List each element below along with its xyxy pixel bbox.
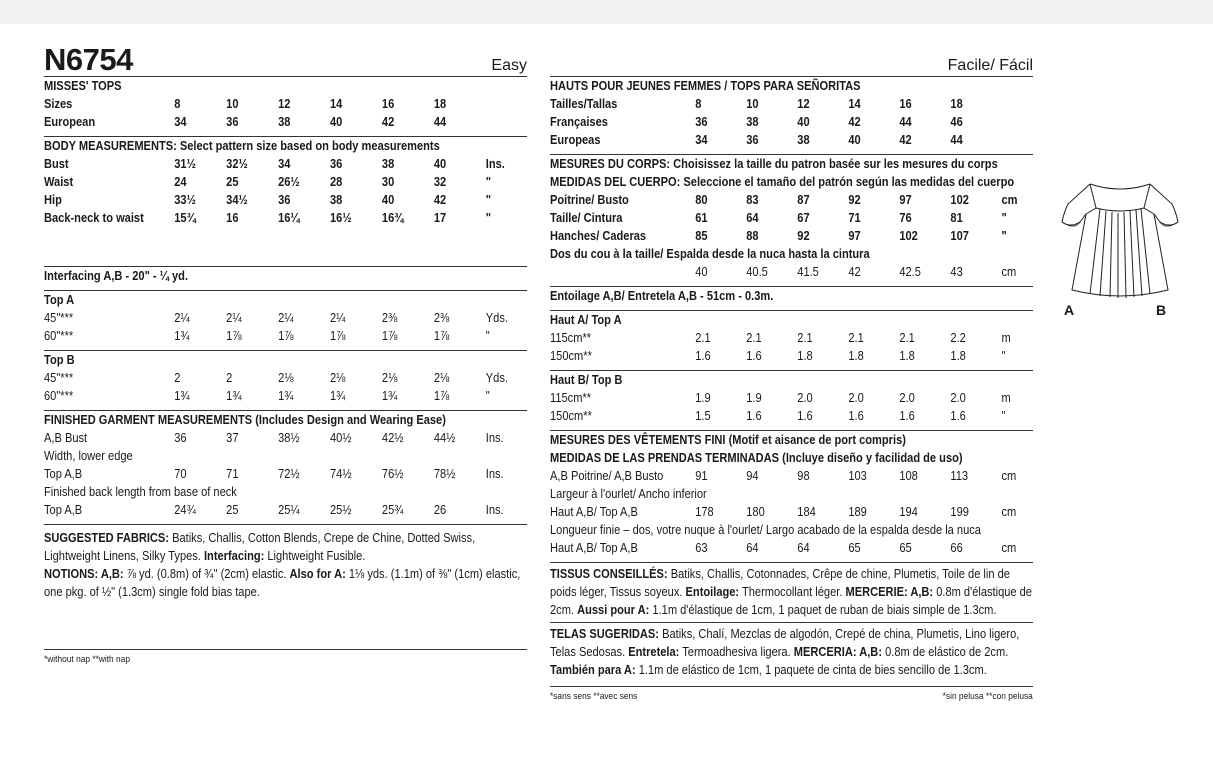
size-cell: 44 (950, 133, 963, 147)
difficulty-level: Easy (491, 57, 527, 74)
row-label: European (44, 115, 96, 129)
unit-cell: " (1001, 229, 1007, 243)
unit-cell: Yds. (485, 371, 508, 385)
interfacing-section (44, 267, 527, 291)
size-cell: 38 (746, 115, 759, 129)
size-cell: 40 (330, 115, 343, 129)
sizes-row (44, 97, 527, 115)
unit-cell: cm (1001, 541, 1017, 555)
width-label: Width, lower edge (44, 449, 133, 463)
row-label: Europeas (550, 133, 601, 147)
finished-measurements-section (44, 411, 527, 525)
interfacing-line: Interfacing A,B - 20" - ¼ yd. (44, 269, 189, 283)
size-cell: 2⅜ (433, 311, 450, 325)
size-cell: 33½ (174, 193, 196, 207)
size-cell: 1.6 (950, 409, 966, 423)
size-cell: 2⅛ (381, 371, 398, 385)
finished-measurements-section-fr (550, 431, 1033, 563)
size-cell: 2.0 (848, 391, 864, 405)
size-cell: 88 (746, 229, 759, 243)
size-cell: 40 (797, 115, 810, 129)
size-cell: 1.8 (797, 349, 813, 363)
finished-length-row (550, 541, 1033, 559)
topB-rows (44, 371, 527, 407)
size-cell: 1⅞ (433, 329, 450, 343)
size-cell: 184 (797, 505, 816, 519)
topA-rows (44, 311, 527, 347)
fabrics-notions-section: SUGGESTED FABRICS: Batiks, Challis, Cotton Blends, Crepe de Chine, Dotted Swiss, Lightweight Linens, Silky Types. Interfacing: Lightweight Fusible. NOTIONS: A,B: ⅞ yd. (0.8m) of ¾" (2cm) elastic. Also for A: 1⅛ yds. (1.1m) of ⅜" (1cm) elastic, one pkg. of ½" (1.3cm) single fold bias tape. (44, 525, 527, 650)
size-cell: 14 (330, 97, 343, 111)
size-cell: 8 (695, 97, 702, 111)
unit-cell: cm (1001, 193, 1018, 207)
row-label: 60"*** (44, 389, 74, 403)
size-cell: 2.0 (797, 391, 813, 405)
topB-yardage-fr (550, 371, 1033, 431)
size-cell: 30 (381, 175, 395, 189)
section-title: FINISHED GARMENT MEASUREMENTS (Includes Design and Wearing Ease) (44, 413, 446, 427)
size-cell: 85 (695, 229, 708, 243)
section-title-es: MEDIDAS DE LAS PRENDAS TERMINADAS (Incluye diseño y facilidad de uso) (550, 451, 963, 465)
unit-cell: " (485, 175, 492, 189)
size-cell: 1.6 (746, 409, 762, 423)
size-cell: 1¾ (330, 389, 346, 403)
size-cell: 25¾ (381, 503, 404, 517)
size-cell: 1.6 (797, 409, 813, 423)
size-cell: 92 (848, 193, 861, 207)
size-cell: 78½ (433, 467, 456, 481)
size-cell: 63 (695, 541, 708, 555)
topB-rows (550, 391, 1033, 427)
size-cell: 1⅞ (278, 329, 294, 343)
size-cell: 87 (797, 193, 810, 207)
finished-bust-row (44, 431, 527, 449)
size-cell: 34 (278, 157, 291, 171)
size-cell: 83 (746, 193, 759, 207)
row-label: 150cm** (550, 349, 592, 363)
row-label: 45"*** (44, 311, 74, 325)
finished-length-row (44, 503, 527, 521)
size-cell: 64 (746, 211, 759, 225)
size-cell: 180 (746, 505, 765, 519)
topA-rows (550, 331, 1033, 367)
table-row (44, 371, 527, 389)
size-cell: 97 (899, 193, 912, 207)
unit-cell: Ins. (485, 157, 505, 171)
size-cell: 64 (797, 541, 810, 555)
size-cell: 2⅜ (381, 311, 398, 325)
size-cell: 24 (174, 175, 187, 189)
size-cell: 2¼ (174, 311, 190, 325)
size-cell: 16 (381, 97, 395, 111)
row-label: Haut A,B/ Top A,B (550, 505, 638, 519)
section-title-fr: MESURES DU CORPS: Choisissez la taille du patron basée sur les mesures du corps (550, 157, 998, 171)
sizes-row (550, 97, 1033, 115)
size-cell: 40 (848, 133, 861, 147)
size-cell: 34 (695, 133, 708, 147)
length-label: Finished back length from base of neck (44, 485, 237, 499)
size-cell: 36 (695, 115, 708, 129)
sizes-section (44, 77, 527, 137)
francaises-row (550, 115, 1033, 133)
body-measurements-section-fr (550, 155, 1033, 287)
footnote: *sans sens **avec sens *sin pelusa **con pelusa (550, 691, 1033, 702)
size-cell: 34 (174, 115, 187, 129)
unit-cell: " (485, 389, 490, 403)
size-cell: 2.1 (746, 331, 762, 345)
size-cell: 1¾ (174, 329, 190, 343)
row-label: A,B Bust (44, 431, 88, 445)
size-cell: 91 (695, 469, 708, 483)
size-cell: 2¼ (330, 311, 346, 325)
size-cell: 2.1 (848, 331, 864, 345)
unit-cell: " (1001, 211, 1007, 225)
size-cell: 2.2 (950, 331, 966, 345)
size-cell: 1.6 (695, 349, 711, 363)
size-cell: 2¼ (278, 311, 294, 325)
size-cell: 67 (797, 211, 810, 225)
row-label: Hanches/ Caderas (550, 229, 647, 243)
size-cell: 1.5 (695, 409, 711, 423)
header-right (550, 40, 1033, 77)
size-cell: 108 (899, 469, 918, 483)
size-cell: 15¾ (174, 211, 196, 225)
size-cell: 42½ (381, 431, 404, 445)
size-cell: 98 (797, 469, 810, 483)
row-label: 45"*** (44, 371, 74, 385)
size-cell: 44½ (433, 431, 456, 445)
size-cell: 107 (950, 229, 969, 243)
unit-cell: cm (1001, 469, 1017, 483)
size-cell: 44 (433, 115, 447, 129)
table-row (550, 331, 1033, 349)
fabrics-section-fr: TISSUS CONSEILLÉS: Batiks, Challis, Cotonnades, Crêpe de chine, Plumetis, Toile de lin de poids léger, Tissus soyeux. Entoilage: Thermocollant léger. MERCERIE: A,B: 0.8m d'élastique de 2cm. Aussi pour A: 1.1m d'élastique de 1cm, 1 paquet de ruban de biais simple de 1.3cm. (550, 563, 1033, 623)
unit-cell: " (485, 193, 492, 207)
browser-top-bar (0, 0, 1213, 24)
unit-cell: " (1001, 349, 1006, 363)
finished-bust-row (550, 469, 1033, 487)
section-title-fr: MESURES DES VÊTEMENTS FINI (Motif et aisance de port compris) (550, 433, 906, 447)
european-row (44, 115, 527, 133)
row-label: Waist (44, 175, 74, 189)
size-cell: 65 (899, 541, 912, 555)
topA-title: Haut A/ Top A (550, 313, 622, 327)
size-cell: 18 (950, 97, 963, 111)
size-cell: 1⅞ (330, 329, 346, 343)
section-title: BODY MEASUREMENTS: Select pattern size based on body measurements (44, 139, 440, 153)
view-a-label: A (1064, 302, 1075, 318)
pattern-number: N6754 (44, 42, 133, 77)
size-cell: 36 (174, 431, 187, 445)
size-cell: 1.9 (746, 391, 762, 405)
size-cell: 16¾ (381, 211, 404, 225)
size-cell: 18 (433, 97, 447, 111)
row-label: Françaises (550, 115, 608, 129)
size-cell: 25 (226, 175, 239, 189)
size-cell: 42 (848, 115, 861, 129)
section-title: MISSES' TOPS (44, 79, 122, 93)
blouse-illustration (1060, 178, 1180, 323)
size-cell: 10 (746, 97, 759, 111)
size-cell: 46 (950, 115, 963, 129)
sizes-section-fr (550, 77, 1033, 155)
section-title-es: MEDIDAS DEL CUERPO: Seleccione el tamaño del patrón según las medidas del cuerpo (550, 175, 1015, 189)
size-cell: 2⅛ (278, 371, 294, 385)
size-cell: 102 (950, 193, 969, 207)
size-cell: 12 (278, 97, 291, 111)
size-cell: 40 (695, 265, 708, 279)
length-label: Longueur finie – dos, votre nuque à l'ourlet/ Largo acabado de la espalda desde la nuca (550, 523, 981, 537)
topB-title: Top B (44, 353, 75, 367)
size-cell: 76 (899, 211, 912, 225)
size-cell: 81 (950, 211, 963, 225)
size-cell: 2⅛ (433, 371, 450, 385)
size-cell: 36 (330, 157, 343, 171)
topA-title: Top A (44, 293, 75, 307)
table-row (44, 329, 527, 347)
row-label: 150cm** (550, 409, 592, 423)
table-row (550, 211, 1033, 229)
row-label: Hip (44, 193, 62, 207)
size-cell: 1¾ (278, 389, 294, 403)
size-cell: 2¼ (226, 311, 242, 325)
size-cell: 102 (899, 229, 918, 243)
size-cell: 42 (381, 115, 395, 129)
body-measurements-section (44, 137, 527, 267)
size-cell: 38 (278, 115, 291, 129)
unit-cell: Yds. (485, 311, 508, 325)
row-label: Bust (44, 157, 69, 171)
size-cell: 74½ (330, 467, 352, 481)
table-row (550, 409, 1033, 427)
size-cell: 70 (174, 467, 187, 481)
size-cell: 31½ (174, 157, 196, 171)
size-cell: 34½ (226, 193, 248, 207)
size-cell: 113 (950, 469, 969, 483)
size-cell: 2 (226, 371, 233, 385)
size-cell: 16 (226, 211, 239, 225)
english-column (44, 40, 527, 665)
interfacing-line: Entoilage A,B/ Entretela A,B - 51cm - 0.3m. (550, 289, 774, 303)
fabrics-section-es: TELAS SUGERIDAS: Batiks, Chalí, Mezclas de algodón, Crepé de china, Plumetis, Lino ligero, Telas Sedosas. Entretela: Termoadhesiva ligera. MERCERIA: A,B: 0.8m de elástico de 2cm. También para A: 1.1m de elástico de 1cm, 1 paquete de cinta de bies sencillo de 1.3cm. (550, 623, 1033, 687)
size-cell: 42.5 (899, 265, 921, 279)
size-cell: 1.6 (746, 349, 762, 363)
size-cell: 2⅛ (330, 371, 346, 385)
size-cell: 1¾ (174, 389, 190, 403)
size-cell: 37 (226, 431, 239, 445)
row-label: Top A,B (44, 503, 83, 517)
size-cell: 94 (746, 469, 759, 483)
table-row (44, 389, 527, 407)
topB-title: Haut B/ Top B (550, 373, 623, 387)
size-cell: 194 (899, 505, 918, 519)
topA-yardage (44, 291, 527, 351)
table-row (550, 193, 1033, 211)
size-cell: 25 (226, 503, 239, 517)
size-cell: 1.6 (848, 409, 864, 423)
size-cell: 2.1 (797, 331, 813, 345)
size-cell: 1.8 (950, 349, 966, 363)
row-label: Top A,B (44, 467, 83, 481)
size-cell: 1¾ (381, 389, 398, 403)
french-spanish-column (550, 40, 1033, 702)
size-cell: 1.8 (848, 349, 864, 363)
row-label: Haut A,B/ Top A,B (550, 541, 638, 555)
table-row (44, 311, 527, 329)
size-cell: 38 (330, 193, 343, 207)
body-rows (44, 157, 527, 229)
finished-width-row (550, 505, 1033, 523)
size-cell: 1.9 (695, 391, 711, 405)
size-cell: 43 (950, 265, 963, 279)
blouse-icon (1060, 178, 1180, 303)
table-row (550, 391, 1033, 409)
unit-cell: m (1001, 391, 1011, 405)
size-cell: 28 (330, 175, 343, 189)
size-cell: 2.1 (695, 331, 711, 345)
size-cell: 40 (433, 157, 447, 171)
table-row (44, 175, 527, 193)
row-label: 60"*** (44, 329, 74, 343)
topA-yardage-fr (550, 311, 1033, 371)
unit-cell: " (485, 211, 492, 225)
size-cell: 71 (848, 211, 861, 225)
size-cell: 1.6 (899, 409, 915, 423)
table-row (550, 229, 1033, 247)
row-label: 115cm** (550, 331, 592, 345)
size-cell: 92 (797, 229, 810, 243)
size-cell: 103 (848, 469, 867, 483)
row-label: Back-neck to waist (44, 211, 144, 225)
row-label: Taille/ Cintura (550, 211, 623, 225)
size-cell: 14 (848, 97, 861, 111)
size-cell: 71 (226, 467, 239, 481)
interfacing-section-fr (550, 287, 1033, 311)
unit-cell: Ins. (485, 503, 504, 517)
size-cell: 44 (899, 115, 912, 129)
row-label: Poitrine/ Busto (550, 193, 629, 207)
back-row (550, 265, 1033, 283)
size-cell: 199 (950, 505, 969, 519)
size-cell: 38½ (278, 431, 300, 445)
row-label: 115cm** (550, 391, 592, 405)
body-rows (550, 193, 1033, 247)
unit-cell: m (1001, 331, 1011, 345)
size-cell: 1⅞ (381, 329, 398, 343)
size-cell: 16½ (330, 211, 352, 225)
size-cell: 2.0 (899, 391, 915, 405)
back-label: Dos du cou à la taille/ Espalda desde la nuca hasta la cintura (550, 247, 870, 261)
size-cell: 66 (950, 541, 963, 555)
size-cell: 36 (278, 193, 291, 207)
section-title: HAUTS POUR JEUNES FEMMES / TOPS PARA SEÑORITAS (550, 79, 861, 93)
size-cell: 1¾ (226, 389, 242, 403)
size-cell: 32 (433, 175, 447, 189)
size-cell: 10 (226, 97, 239, 111)
size-cell: 189 (848, 505, 867, 519)
view-b-label: B (1156, 302, 1167, 318)
size-cell: 25½ (330, 503, 352, 517)
size-cell: 76½ (381, 467, 404, 481)
row-label: Tailles/Tallas (550, 97, 618, 111)
topB-yardage (44, 351, 527, 411)
size-cell: 8 (174, 97, 181, 111)
size-cell: 32½ (226, 157, 248, 171)
size-cell: 38 (797, 133, 810, 147)
size-cell: 42 (433, 193, 447, 207)
size-cell: 12 (797, 97, 810, 111)
size-cell: 42 (848, 265, 861, 279)
footnote: *without nap **with nap (44, 654, 130, 665)
size-cell: 65 (848, 541, 861, 555)
size-cell: 178 (695, 505, 714, 519)
unit-cell: cm (1001, 505, 1017, 519)
unit-cell: " (485, 329, 490, 343)
table-row (44, 211, 527, 229)
size-cell: 40 (381, 193, 395, 207)
unit-cell: cm (1001, 265, 1017, 279)
size-cell: 80 (695, 193, 708, 207)
table-row (550, 349, 1033, 367)
size-cell: 40½ (330, 431, 352, 445)
size-cell: 1.8 (899, 349, 915, 363)
size-cell: 2 (174, 371, 181, 385)
size-cell: 36 (226, 115, 239, 129)
row-label: A,B Poitrine/ A,B Busto (550, 469, 664, 483)
size-cell: 1⅞ (433, 389, 450, 403)
row-label: Sizes (44, 97, 73, 111)
size-cell: 40.5 (746, 265, 768, 279)
header-left (44, 40, 527, 77)
size-cell: 24¾ (174, 503, 196, 517)
size-cell: 41.5 (797, 265, 819, 279)
size-cell: 16¼ (278, 211, 300, 225)
size-cell: 42 (899, 133, 912, 147)
size-cell: 2.1 (899, 331, 915, 345)
size-cell: 38 (381, 157, 395, 171)
size-cell: 2.0 (950, 391, 966, 405)
unit-cell: " (1001, 409, 1006, 423)
size-cell: 1⅞ (226, 329, 242, 343)
size-cell: 16 (899, 97, 912, 111)
finished-width-row (44, 467, 527, 485)
size-cell: 26½ (278, 175, 300, 189)
unit-cell: Ins. (485, 431, 504, 445)
difficulty-level-fr: Facile/ Fácil (947, 57, 1033, 74)
europeas-row (550, 133, 1033, 151)
size-cell: 97 (848, 229, 861, 243)
size-cell: 72½ (278, 467, 300, 481)
table-row (44, 157, 527, 175)
size-cell: 25¼ (278, 503, 300, 517)
size-cell: 17 (433, 211, 447, 225)
unit-cell: Ins. (485, 467, 504, 481)
size-cell: 61 (695, 211, 708, 225)
size-cell: 36 (746, 133, 759, 147)
width-label: Largeur à l'ourlet/ Ancho inferior (550, 487, 707, 501)
size-cell: 26 (433, 503, 447, 517)
table-row (44, 193, 527, 211)
size-cell: 64 (746, 541, 759, 555)
